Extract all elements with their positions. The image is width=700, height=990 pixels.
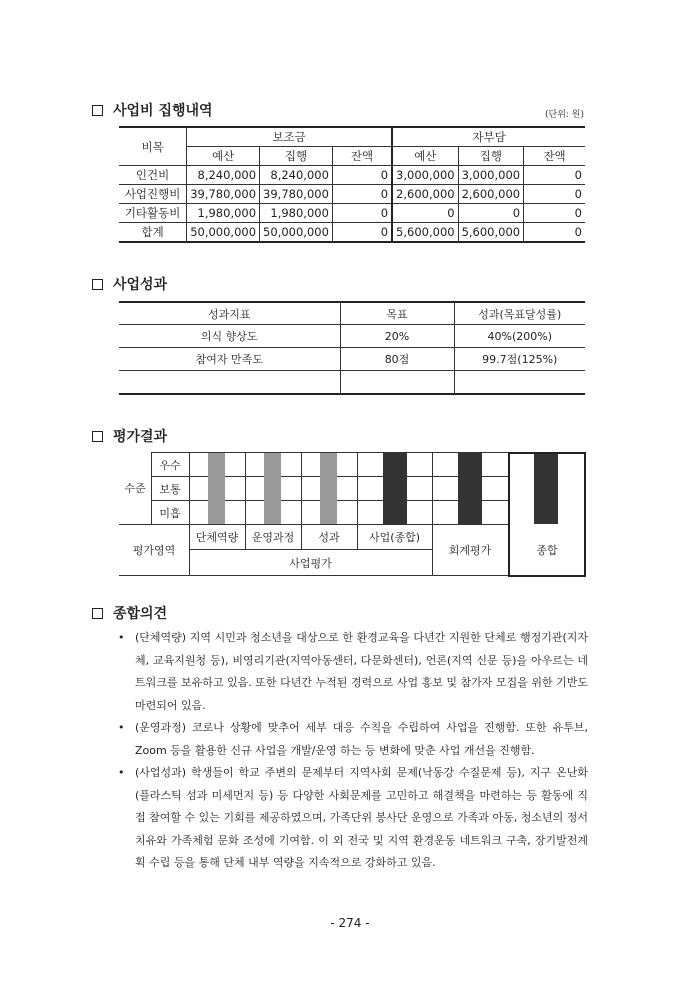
- list-item: • (단체역량) 지역 시민과 청소년을 대상으로 한 환경교육을 다년간 지원한 단체로 행정기관(지자체, 교육지원청 등), 비영리기관(지역아동센터, 다문화센터), 언론(지역 신문 등)을 아우르는 네트워크를 보유하고 있음. 또한 다년간 누적된 경력으로 사업 홍보 및 참가자 모집을 위한 기반도 마련되어 있음.: [118, 627, 588, 717]
- business-eval-label: 사업평가: [289, 557, 332, 570]
- table-row: 인건비 8,240,000 8,240,000 0 3,000,000 3,000,000 0: [119, 166, 585, 185]
- opinion-list: [118, 627, 588, 875]
- header-budget: 예산: [187, 147, 260, 166]
- list-item: • (운영과정) 코로나 상황에 맞추어 세부 대응 수칙을 수립하여 사업을 진행함. 또한 유투브, Zoom 등을 활용한 신규 사업을 개발/운영 하는 등 변화에 맞춘 사업 개선을 진행함.: [118, 717, 588, 762]
- column-outcome: 성과: [318, 531, 340, 544]
- list-item: • (사업성과) 학생들이 학교 주변의 문제부터 지역사회 문제(낙동강 수질문제 등), 지구 온난화(플라스틱 섬과 미세먼지 등) 등 다양한 사회문제를 고민하고 해결책을 마련하는 등 활동에 직접 참여할 수 있는 기회를 제공하였으며, 가족단위 봉사단 운영으로 가족과 아동, 청소년의 정서치유와 가족체험 문화 조성에 기여함. 이 외 전국 및 지역 환경운동 네트워크 구축, 장기발전계획 수립 등을 통해 단체 내부 역량을 지속적으로 강화하고 있음.: [118, 762, 588, 875]
- header-item: 비목: [119, 127, 187, 166]
- checkbox-square-icon: [92, 279, 103, 290]
- header-indicator: 성과지표: [119, 302, 340, 325]
- page-number: - 274 -: [330, 916, 370, 930]
- bar-accounting: [458, 453, 482, 524]
- bar-overall: [534, 454, 558, 524]
- level-normal: 보통: [159, 483, 181, 496]
- table-row: 기타활동비 1,980,000 1,980,000 0 0 0 0: [119, 204, 585, 223]
- level-label: 수준: [124, 482, 146, 495]
- header-rest: 잔액: [524, 147, 585, 166]
- bullet-icon: •: [118, 721, 125, 734]
- level-excellent: 우수: [159, 459, 181, 472]
- bar-process: [264, 453, 281, 524]
- unit-label: (단위: 원): [545, 110, 584, 120]
- header-result: 성과(목표달성률): [454, 302, 585, 325]
- column-business-overall: 사업(종합): [368, 531, 421, 544]
- bullet-icon: •: [118, 766, 125, 779]
- header-subsidy: 보조금: [187, 127, 392, 147]
- table-row-total: 합계 50,000,000 50,000,000 0 5,600,000 5,600,000 0: [119, 223, 585, 243]
- level-poor: 미흡: [159, 507, 181, 520]
- table-row: 의식 향상도 20% 40%(200%): [119, 325, 585, 348]
- table-row: 참여자 만족도 80점 99.7점(125%): [119, 348, 585, 371]
- column-accounting: 회계평가: [448, 544, 492, 557]
- bar-business-overall: [383, 453, 407, 524]
- header-rest: 잔액: [332, 147, 392, 166]
- section-title-evaluation: 평가결과: [92, 426, 167, 446]
- header-budget: 예산: [392, 147, 458, 166]
- header-self: 자부담: [392, 127, 585, 147]
- bar-outcome: [320, 453, 337, 524]
- checkbox-square-icon: [92, 608, 103, 619]
- evaluation-grid: [119, 452, 585, 575]
- column-process: 운영과정: [251, 531, 295, 544]
- checkbox-square-icon: [92, 431, 103, 442]
- header-exec: 집행: [458, 147, 524, 166]
- table-row: 사업진행비 39,780,000 39,780,000 0 2,600,000 2,600,000 0: [119, 185, 585, 204]
- column-capacity: 단체역량: [195, 531, 239, 544]
- section-title-opinion: 종합의견: [92, 603, 167, 623]
- area-label: 평가영역: [132, 544, 176, 557]
- bar-capacity: [208, 453, 225, 524]
- section-title-budget: 사업비 집행내역: [92, 100, 213, 120]
- checkbox-square-icon: [92, 105, 103, 116]
- column-overall: 종합: [536, 544, 558, 557]
- section-title-performance: 사업성과: [92, 274, 167, 294]
- bullet-icon: •: [118, 631, 125, 644]
- header-target: 목표: [340, 302, 454, 325]
- table-row-empty: [119, 371, 585, 395]
- budget-table: [119, 126, 585, 243]
- header-exec: 집행: [260, 147, 333, 166]
- performance-table: [119, 301, 585, 395]
